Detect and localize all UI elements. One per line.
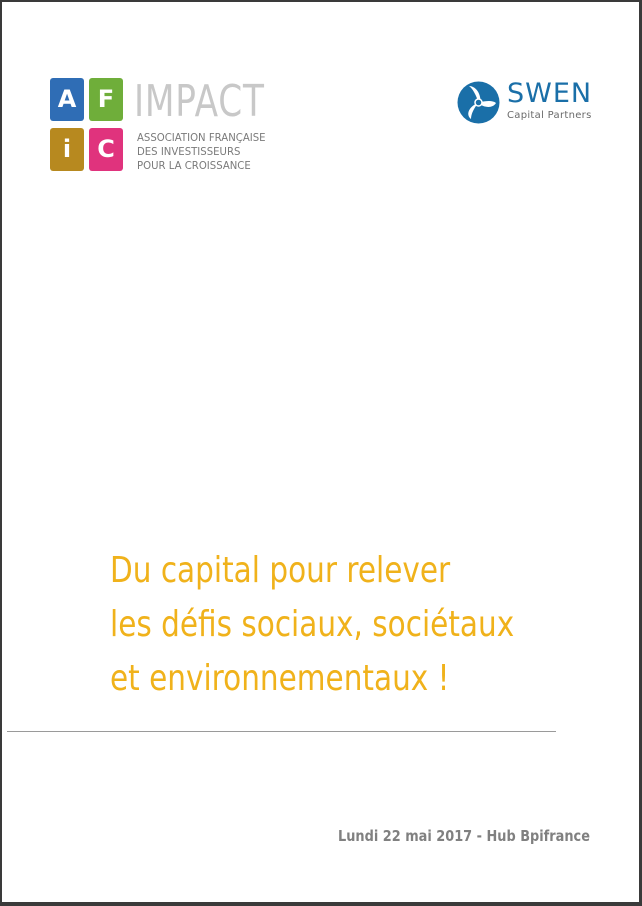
title-line: les défis sociaux, sociétaux — [110, 604, 515, 645]
title-line: et environnementaux ! — [110, 658, 450, 699]
afic-tile-c: C — [89, 128, 123, 171]
document-title — [110, 544, 580, 706]
swen-wordmark: SWEN — [507, 78, 593, 109]
afic-tile-a: A — [50, 78, 84, 121]
afic-association-name — [137, 131, 266, 173]
afic-tiles — [50, 78, 124, 172]
afic-tile-f: F — [89, 78, 123, 121]
afic-subtitle-line: DES INVESTISSEURS — [137, 145, 241, 158]
afic-subtitle-line: ASSOCIATION FRANÇAISE — [137, 131, 266, 144]
title-line: Du capital pour relever — [110, 550, 451, 591]
impact-wordmark: IMPACT — [134, 76, 265, 127]
afic-impact-logo — [50, 78, 290, 174]
swen-propeller-icon — [456, 80, 501, 125]
swen-subtitle: Capital Partners — [507, 110, 592, 121]
afic-subtitle-line: POUR LA CROISSANCE — [137, 159, 251, 172]
title-divider — [7, 731, 556, 732]
afic-tile-i: i — [50, 128, 84, 171]
event-date-location: Lundi 22 mai 2017 - Hub Bpifrance — [338, 827, 590, 845]
swen-logo — [456, 80, 606, 126]
